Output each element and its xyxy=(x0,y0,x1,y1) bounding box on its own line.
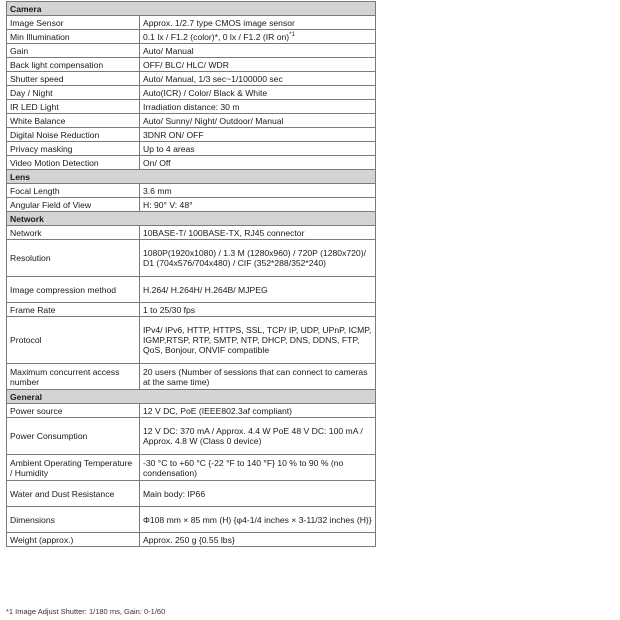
spec-value xyxy=(140,44,376,58)
spec-row xyxy=(7,72,376,86)
spec-row xyxy=(7,58,376,72)
spec-row xyxy=(7,533,376,547)
spec-label: Power source xyxy=(7,404,140,418)
spec-value xyxy=(140,114,376,128)
spec-row xyxy=(7,184,376,198)
spec-value xyxy=(140,86,376,100)
spec-value-text: -30 °C to +60 °C {-22 °F to 140 °F} 10 % to 90 % (no condensation) xyxy=(143,457,344,478)
spec-row xyxy=(7,128,376,142)
spec-value xyxy=(140,455,376,481)
spec-value xyxy=(140,142,376,156)
spec-row xyxy=(7,364,376,390)
spec-label: White Balance xyxy=(7,114,140,128)
spec-value-text: IPv4/ IPv6, HTTP, HTTPS, SSL, TCP/ IP, UDP, UPnP, ICMP, IGMP,RTSP, RTP, SMTP, NTP, DHCP, DNS, DDNS, FTP, QoS, Bonjour, ONVIF compatible xyxy=(143,325,372,355)
spec-label: IR LED Light xyxy=(7,100,140,114)
spec-row xyxy=(7,303,376,317)
spec-label: Dimensions xyxy=(7,507,140,533)
footnote-marker: *1 xyxy=(289,31,295,38)
spec-value-text: On/ Off xyxy=(143,157,171,168)
spec-value-text: Main body: IP66 xyxy=(143,488,206,499)
spec-value-text: 3DNR ON/ OFF xyxy=(143,129,204,140)
spec-label: Weight (approx.) xyxy=(7,533,140,547)
spec-value-text: Irradiation distance: 30 m xyxy=(143,101,240,112)
spec-value-text: Auto(ICR) / Color/ Black & White xyxy=(143,87,268,98)
spec-label: Network xyxy=(7,226,140,240)
spec-value-text: 0.1 lx / F1.2 (color)*, 0 lx / F1.2 (IR on) xyxy=(143,31,290,42)
spec-label: Back light compensation xyxy=(7,58,140,72)
spec-value-text: 12 V DC: 370 mA / Approx. 4.4 W PoE 48 V DC: 100 mA / Approx. 4.8 W (Class 0 device) xyxy=(143,426,363,446)
spec-value xyxy=(140,404,376,418)
spec-value-text: 1 to 25/30 fps xyxy=(143,304,196,315)
spec-value xyxy=(140,240,376,277)
spec-label: Privacy masking xyxy=(7,142,140,156)
spec-row xyxy=(7,198,376,212)
spec-value xyxy=(140,481,376,507)
spec-label: Min Illumination xyxy=(7,30,140,44)
section-title: General xyxy=(7,390,376,404)
spec-value xyxy=(140,30,376,44)
spec-label: Angular Field of View xyxy=(7,198,140,212)
spec-row xyxy=(7,507,376,533)
spec-value-text: Auto/ Manual xyxy=(143,45,194,56)
spec-label: Image Sensor xyxy=(7,16,140,30)
spec-label: Video Motion Detection xyxy=(7,156,140,170)
spec-row xyxy=(7,156,376,170)
spec-value xyxy=(140,58,376,72)
spec-label: Water and Dust Resistance xyxy=(7,481,140,507)
section-header-lens xyxy=(7,170,376,184)
spec-value xyxy=(140,156,376,170)
spec-value xyxy=(140,184,376,198)
section-header-general xyxy=(7,390,376,404)
spec-value-text: Auto/ Sunny/ Night/ Outdoor/ Manual xyxy=(143,115,284,126)
spec-label: Digital Noise Reduction xyxy=(7,128,140,142)
spec-value xyxy=(140,317,376,364)
spec-value-text: H: 90° V: 48° xyxy=(143,199,193,210)
spec-value-text: OFF/ BLC/ HLC/ WDR xyxy=(143,59,229,70)
spec-value-text: 3.6 mm xyxy=(143,185,172,196)
spec-value xyxy=(140,418,376,455)
section-title: Network xyxy=(7,212,376,226)
spec-table xyxy=(6,1,376,547)
section-title: Camera xyxy=(7,2,376,16)
spec-value xyxy=(140,364,376,390)
spec-label: Image compression method xyxy=(7,277,140,303)
spec-value xyxy=(140,100,376,114)
spec-row xyxy=(7,16,376,30)
spec-row xyxy=(7,86,376,100)
spec-label: Focal Length xyxy=(7,184,140,198)
spec-row xyxy=(7,142,376,156)
spec-row xyxy=(7,404,376,418)
spec-value-text: 1080P(1920x1080) / 1.3 M (1280x960) / 720P (1280x720)/ D1 (704x576/704x480) / CIF (352*288/352*240) xyxy=(143,248,366,268)
spec-label: Gain xyxy=(7,44,140,58)
spec-row xyxy=(7,226,376,240)
spec-label: Resolution xyxy=(7,240,140,277)
spec-row xyxy=(7,317,376,364)
spec-value xyxy=(140,16,376,30)
footnote: *1 Image Adjust Shutter: 1/180 ms, Gain: 0-1/60 xyxy=(6,607,166,616)
spec-label: Frame Rate xyxy=(7,303,140,317)
spec-row xyxy=(7,114,376,128)
section-header-network xyxy=(7,212,376,226)
spec-row xyxy=(7,44,376,58)
spec-row xyxy=(7,481,376,507)
spec-value-text: 20 users (Number of sessions that can connect to cameras at the same time) xyxy=(143,366,368,387)
spec-value-text: 10BASE-T/ 100BASE-TX, RJ45 connector xyxy=(143,227,305,238)
spec-value xyxy=(140,533,376,547)
section-header-camera xyxy=(7,2,376,16)
spec-value xyxy=(140,226,376,240)
spec-value-text: 12 V DC, PoE (IEEE802.3af compliant) xyxy=(143,405,293,416)
spec-value-text: Auto/ Manual, 1/3 sec~1/100000 sec xyxy=(143,73,283,84)
spec-label: Power Consumption xyxy=(7,418,140,455)
spec-label: Ambient Operating Temperature / Humidity xyxy=(7,455,140,481)
spec-label: Day / Night xyxy=(7,86,140,100)
spec-row xyxy=(7,100,376,114)
spec-label: Protocol xyxy=(7,317,140,364)
spec-table-body xyxy=(7,2,376,547)
spec-value xyxy=(140,507,376,533)
spec-row xyxy=(7,30,376,44)
spec-row xyxy=(7,277,376,303)
spec-row xyxy=(7,455,376,481)
spec-value xyxy=(140,72,376,86)
spec-value-text: Approx. 250 g {0.55 lbs} xyxy=(143,534,235,545)
spec-row xyxy=(7,418,376,455)
spec-label: Maximum concurrent access number xyxy=(7,364,140,390)
spec-value xyxy=(140,303,376,317)
spec-label: Shutter speed xyxy=(7,72,140,86)
spec-row xyxy=(7,240,376,277)
spec-value-text: Up to 4 areas xyxy=(143,143,195,154)
section-title: Lens xyxy=(7,170,376,184)
spec-value xyxy=(140,128,376,142)
spec-value xyxy=(140,198,376,212)
spec-value xyxy=(140,277,376,303)
spec-value-text: H.264/ H.264H/ H.264B/ MJPEG xyxy=(143,284,268,295)
spec-value-text: Φ108 mm × 85 mm (H) {φ4-1/4 inches × 3-11/32 inches (H)} xyxy=(143,514,372,525)
spec-value-text: Approx. 1/2.7 type CMOS image sensor xyxy=(143,17,295,28)
